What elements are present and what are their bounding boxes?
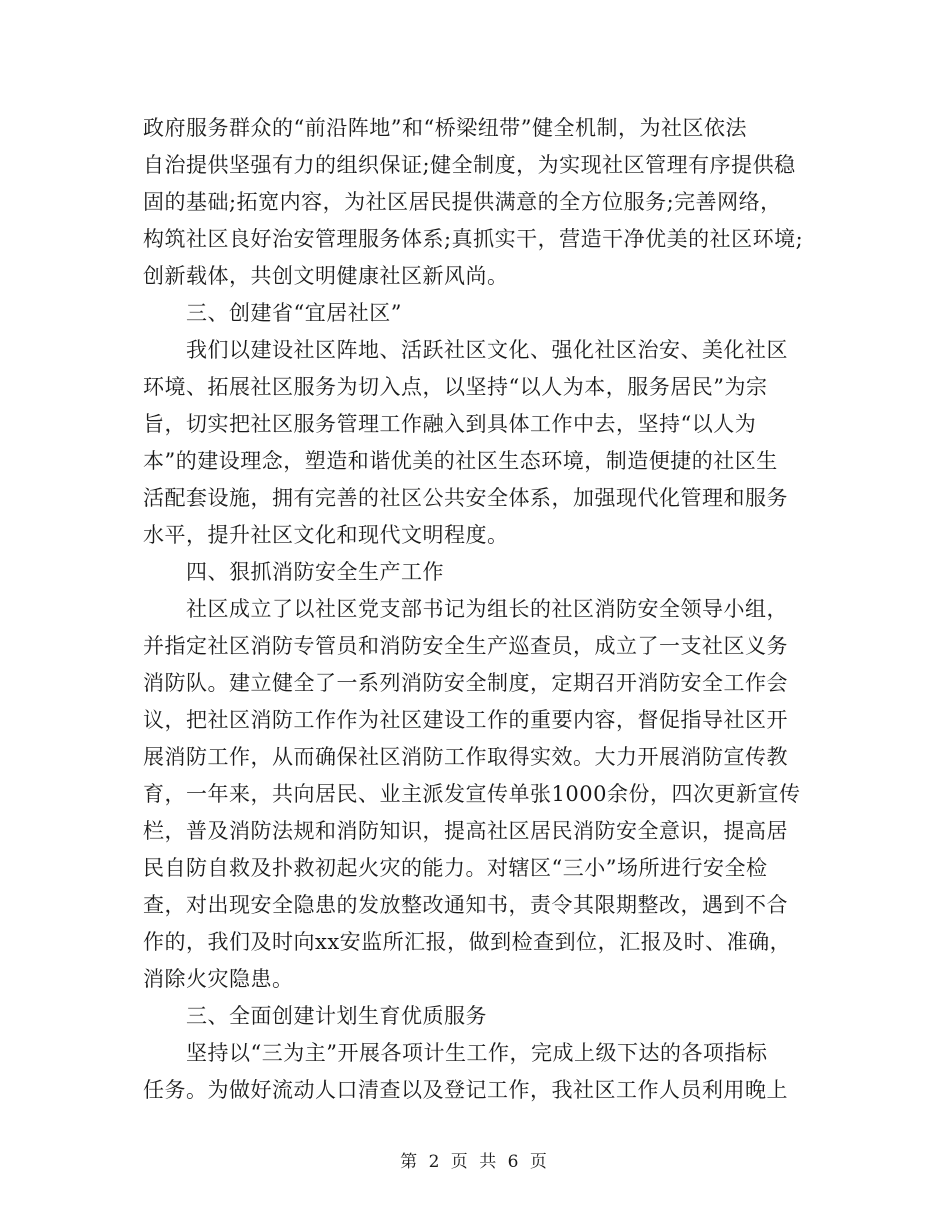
body-text-line: 政府服务群众的“前沿阵地”和“桥梁纽带”健全机制，为社区依法	[143, 116, 747, 140]
body-text-line: 消防队。建立健全了一系列消防安全制度，定期召开消防安全工作会	[143, 671, 788, 695]
body-text-line: 并指定社区消防专管员和消防安全生产巡查员，成立了一支社区义务	[143, 634, 788, 658]
page-number-footer: 第 2 页 共 6 页	[400, 1152, 550, 1172]
body-text-line: 展消防工作，从而确保社区消防工作取得实效。大力开展消防宣传教	[143, 745, 788, 769]
body-text-line: 任务。为做好流动人口清查以及登记工作，我社区工作人员利用晚上	[143, 1078, 788, 1102]
body-text-line: 固的基础;拓宽内容，为社区居民提供满意的全方位服务;完善网络，	[143, 190, 782, 214]
body-text-line: 议，把社区消防工作作为社区建设工作的重要内容，督促指导社区开	[143, 708, 788, 732]
body-text-line: 作的，我们及时向xx安监所汇报，做到检查到位，汇报及时、准确，	[143, 930, 792, 954]
section-heading: 四、狠抓消防安全生产工作	[186, 560, 444, 584]
body-text-line: 构筑社区良好治安管理服务体系;真抓实干，营造干净优美的社区环境;	[143, 227, 804, 251]
body-text-line: 栏，普及消防法规和消防知识，提高社区居民消防安全意识，提高居	[143, 819, 788, 843]
body-text-line: 社区成立了以社区党支部书记为组长的社区消防安全领导小组，	[186, 597, 788, 621]
body-text-line: 自治提供坚强有力的组织保证;健全制度，为实现社区管理有序提供稳	[143, 153, 796, 177]
body-text-line: 创新载体，共创文明健康社区新风尚。	[143, 264, 509, 288]
body-text-line: 查，对出现安全隐患的发放整改通知书，责令其限期整改，遇到不合	[143, 893, 788, 917]
body-text-line: 坚持以“三为主”开展各项计生工作，完成上级下达的各项指标	[186, 1041, 768, 1065]
body-text-line: 消除火灾隐患。	[143, 967, 294, 991]
body-text-line: 水平，提升社区文化和现代文明程度。	[143, 523, 509, 547]
body-text-line: 我们以建设社区阵地、活跃社区文化、强化社区治安、美化社区	[186, 338, 788, 362]
section-heading: 三、创建省“宜居社区”	[186, 301, 402, 325]
body-text-line: 育，一年来，共向居民、业主派发宣传单张1000余份，四次更新宣传	[143, 782, 801, 806]
body-text-line: 环境、拓展社区服务为切入点，以坚持“以人为本，服务居民”为宗	[143, 375, 768, 399]
body-text-line: 旨，切实把社区服务管理工作融入到具体工作中去，坚持“以人为	[143, 412, 757, 436]
body-text-line: 本”的建设理念，塑造和谐优美的社区生态环境，制造便捷的社区生	[143, 449, 778, 473]
body-text-line: 民自防自救及扑救初起火灾的能力。对辖区“三小”场所进行安全检	[143, 856, 768, 880]
section-heading: 三、全面创建计划生育优质服务	[186, 1004, 487, 1028]
body-text-line: 活配套设施，拥有完善的社区公共安全体系，加强现代化管理和服务	[143, 486, 788, 510]
